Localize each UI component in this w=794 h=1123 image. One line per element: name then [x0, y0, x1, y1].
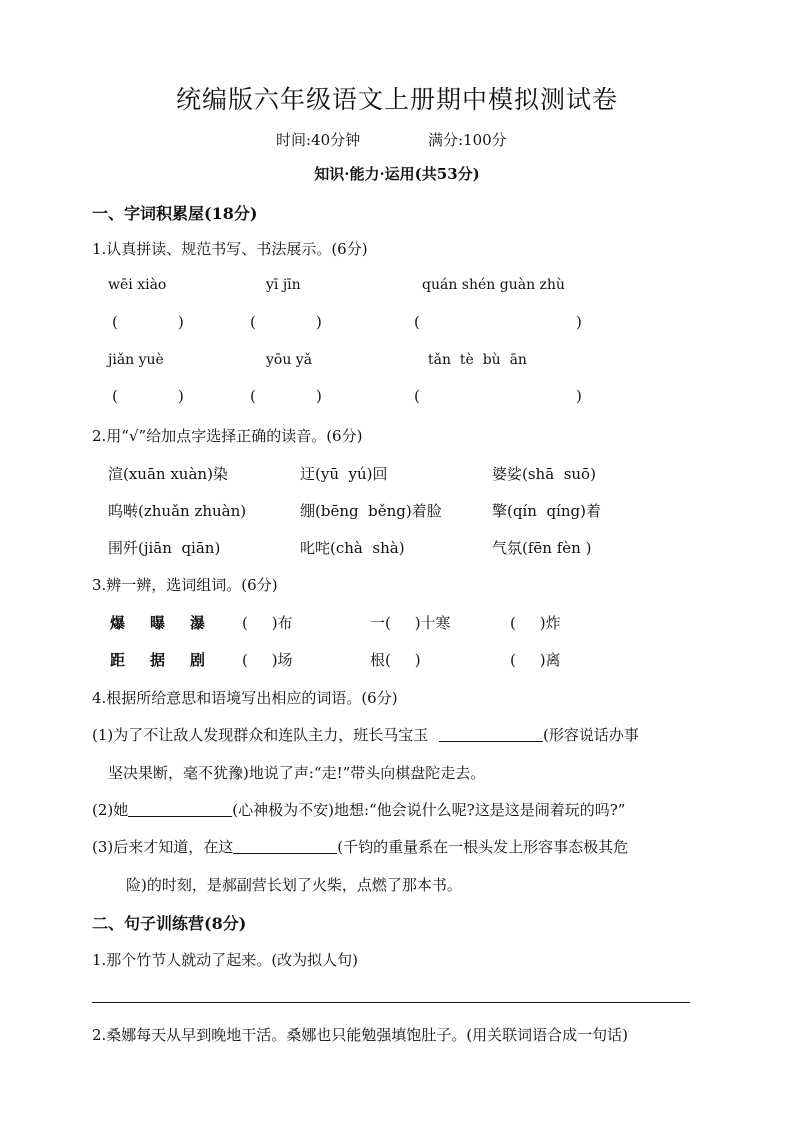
answer-paren-close: ) — [178, 387, 184, 405]
answer-paren-close: ) — [178, 313, 184, 331]
question-prompt: 1.那个竹节人就动了起来。(改为拟人句) — [92, 951, 359, 969]
pronunciation-item: 围歼(jiān qiān) — [108, 539, 221, 557]
question-prompt: 3.辨一辨，选词组词。(6分) — [92, 576, 278, 594]
pronunciation-item: 绷(bēng běng)着脸 — [300, 502, 442, 520]
answer-paren-close: ) — [576, 387, 582, 405]
char-option: 据 — [150, 651, 166, 669]
pronunciation-item: 擎(qín qíng)着 — [492, 502, 601, 520]
word-blank: ( )离 — [510, 651, 561, 669]
answer-line[interactable] — [92, 1002, 690, 1003]
char-option: 剧 — [190, 651, 206, 669]
paragraph-text: (2)她 — [92, 801, 129, 819]
part-subtitle: 知识·能力·运用(共53分) — [314, 165, 480, 183]
word-blank: 一( )十寒 — [370, 614, 451, 632]
answer-paren-open: ( — [250, 313, 256, 331]
answer-paren-open: ( — [414, 387, 420, 405]
answer-paren-close: ) — [316, 313, 322, 331]
answer-paren-open: ( — [112, 313, 118, 331]
pronunciation-item: 叱咤(chà shà) — [300, 539, 405, 557]
char-option: 爆 — [110, 614, 126, 632]
paragraph-line — [92, 724, 639, 745]
pinyin: tǎn tè bù ān — [428, 352, 527, 368]
paragraph-line — [92, 836, 628, 857]
pinyin: yōu yǎ — [266, 352, 313, 368]
word-blank: ( )布 — [242, 614, 293, 632]
exam-score: 满分:100分 — [428, 131, 507, 149]
pronunciation-item: 迂(yū yú)回 — [300, 465, 388, 483]
pronunciation-item: 呜啭(zhuǎn zhuàn) — [108, 502, 247, 520]
char-option: 距 — [110, 651, 126, 669]
paragraph-text: 坚决果断，毫不犹豫)地说了声:“走!”带头向棋盘陀走去。 — [108, 764, 486, 782]
question-prompt: 4.根据所给意思和语境写出相应的词语。(6分) — [92, 689, 398, 707]
answer-paren-open: ( — [250, 387, 256, 405]
pronunciation-item: 渲(xuān xuàn)染 — [108, 465, 228, 483]
answer-paren-close: ) — [316, 387, 322, 405]
paragraph-text: (3)后来才知道，在这 — [92, 838, 234, 856]
word-blank: ( )炸 — [510, 614, 561, 632]
paragraph-text: (1)为了不让敌人发现群众和连队主力，班长马宝玉 — [92, 726, 429, 744]
paragraph-text: 险)的时刻，是郝副营长划了火柴，点燃了那本书。 — [126, 876, 462, 894]
question-prompt: 2.用“√”给加点字选择正确的读音。(6分) — [92, 427, 363, 445]
fill-in-blank[interactable] — [128, 802, 232, 817]
pinyin: yī jīn — [266, 277, 301, 293]
question-prompt: 1.认真拼读、规范书写、书法展示。(6分) — [92, 240, 368, 258]
paragraph-text: (形容说话办事 — [543, 726, 639, 744]
paragraph-text: (心神极为不安)地想:“他会说什么呢?这是这是闹着玩的吗?” — [232, 801, 626, 819]
answer-paren-open: ( — [112, 387, 118, 405]
pinyin: quán shén guàn zhù — [422, 277, 565, 293]
question-prompt: 2.桑娜每天从早到晚地干活。桑娜也只能勉强填饱肚子。(用关联词语合成一句话) — [92, 1026, 629, 1044]
paragraph-line — [92, 799, 625, 820]
pronunciation-item: 婆娑(shā suō) — [492, 465, 596, 483]
answer-paren-open: ( — [414, 313, 420, 331]
section-heading: 一、字词积累屋(18分) — [92, 204, 258, 223]
page-title: 统编版六年级语文上册期中模拟测试卷 — [175, 85, 618, 114]
pronunciation-item: 气氛(fēn fèn ) — [492, 539, 592, 557]
fill-in-blank[interactable] — [233, 839, 337, 854]
word-blank: ( )场 — [242, 651, 293, 669]
pinyin: wēi xiào — [108, 277, 167, 293]
char-option: 曝 — [150, 614, 166, 632]
answer-paren-close: ) — [576, 313, 582, 331]
char-option: 瀑 — [190, 614, 206, 632]
section-heading: 二、句子训练营(8分) — [92, 914, 247, 933]
fill-in-blank[interactable] — [439, 727, 543, 742]
word-blank: 根( ) — [370, 651, 421, 669]
paragraph-text: (千钧的重量系在一根头发上形容事态极其危 — [337, 838, 629, 856]
exam-time: 时间:40分钟 — [276, 131, 361, 149]
pinyin: jiǎn yuè — [108, 352, 164, 368]
